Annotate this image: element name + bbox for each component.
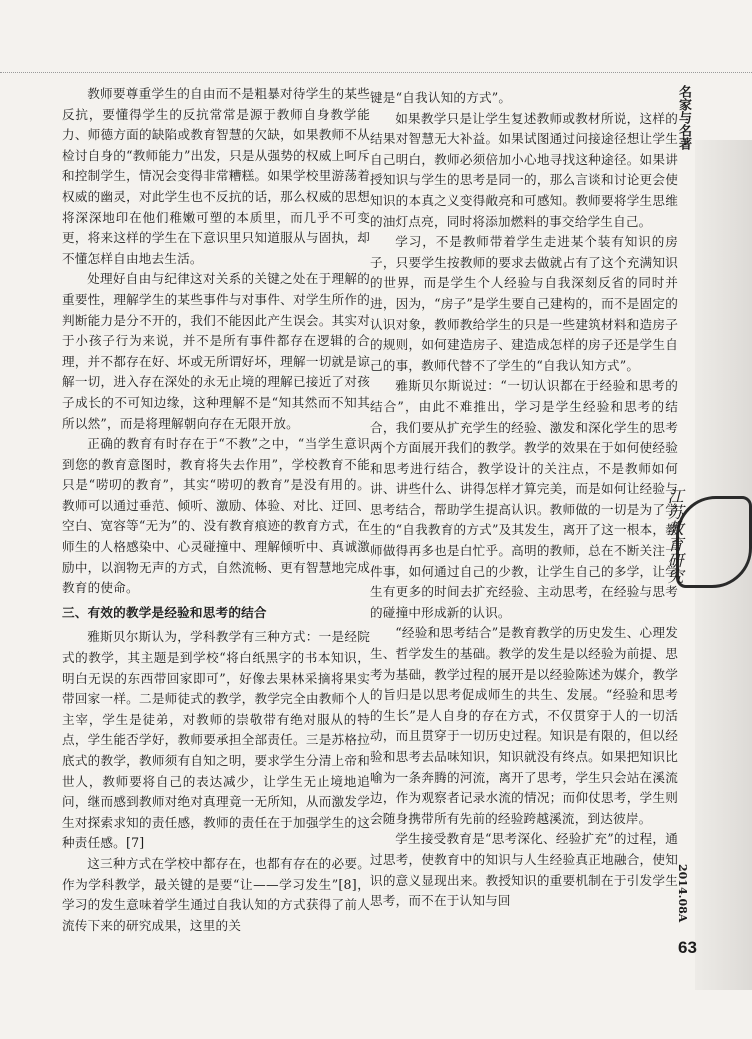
section-heading: 三、有效的教学是经验和思考的结合	[62, 604, 267, 620]
year-issue: 2014.08A	[676, 864, 689, 923]
page-number: 63	[678, 938, 697, 957]
paragraph: 雅斯贝尔斯说过：“一切认识都在于经验和思考的结合”，由此不难推出，学习是学生经验和思考的结合，我们要从扩充学生的经验、激发和深化学生的思考两个方面展开我们的教学。教学的效果在于如何使经验和思考进行结合，教学设计的关注点，不是教师如何讲、讲些什么、讲得怎样才算完美，而是如何让经验与思考结合，帮助学生提高认识。教师做的一切是为了学生的“自我教育的方式”及其发生，离开了这一根本，教师做得再多也是白忙乎。高明的教师，总在不断关注一件事，如何通过自己的少教，让学生自己的多学，让学生有更多的时间去扩充经验、主动思考，在经验与思考的碰撞中形成新的认识。	[370, 378, 678, 620]
paragraph: 学生接受教育是“思考深化、经验扩充”的过程，通过思考，使教育中的知识与人生经验真正地融合，使知识的意义显现出来。教授知识的重要机制在于引发学生思考，而不在于认知与回	[370, 831, 678, 909]
paragraph: 教师要尊重学生的自由而不是粗暴对待学生的某些反抗，要懂得学生的反抗常常是源于教师自身教学能力、师德方面的缺陷或教育智慧的欠缺，如果教师不从检讨自身的“教师能力”出发，只是从强势的权威上呵斥和控制学生，情况会变得非常糟糕。如果学校里游荡着权威的幽灵，对此学生也不反抗的话，那么权威的思想将深深地印在他们稚嫩可塑的本质里，而几乎不可变更，将来这样的学生在下意识里只知道服从与固执，却不懂怎样自由地去生活。	[62, 86, 370, 266]
paragraph: 学习，不是教师带着学生走进某个装有知识的房子，只要学生按教师的要求去做就占有了这个充满知识的世界，而是学生个人经验与自我深刻反省的同时并进，因为，“房子”是学生要自己建构的，而不是固定的认识对象，教师教给学生的只是一些建筑材料和造房子的规则，如何建造房子、建造成怎样的房子还是学生自己的事，教师代替不了学生的“自我认知方式”。	[370, 234, 678, 373]
paragraph: “经验和思考结合”是教育教学的历史发生、心理发生、哲学发生的基础。教学的发生是以经验为前提、思考为基础，教学过程的展开是以经验陈述为媒介，教学的旨归是以思考促成师生的共生、发展。“经验和思考的生长”是人自身的存在方式，不仅贯穿于人的一切活动，而且贯穿于一切历史过程。知识是有限的，但以经验和思考去品味知识，知识就没有终点。如果把知识比喻为一条奔腾的河流，离开了思考，学生只会站在溪流边，作为观察者记录水流的情况；而仰仗思考，学生则会随身携带所有先前的经验跨越溪流，到达彼岸。	[370, 625, 678, 826]
paragraph: 这三种方式在学校中都存在，也都有存在的必要。作为学科教学，最关键的是要“让——学习发生”[8]，学习的发生意味着学生通过自我认知的方式获得了前人流传下来的研究成果，这里的关	[62, 855, 370, 933]
paragraph: 雅斯贝尔斯认为，学科教学有三种方式：一是经院式的教学，其主题是到学校“将白纸黑字的书本知识，明白无误的东西带回家即可”，好像去果林采摘将果实带回家一样。二是师徒式的教学，教学完全由教师个人主宰，学生是徒弟，对教师的崇敬带有绝对服从的特点，学生能否学好，教师要承担全部责任。三是苏格拉底式的教学，教师须有自知之明，要求学生分清上帝和世人，教师要将自己的表达减少，让学生无止境地追问，继而感到教师对绝对真理竟一无所知，从而激发学生对探索求知的责任感，教师的责任在于加强学生的这种责任感。[7]	[62, 629, 370, 851]
header-rule	[0, 72, 752, 73]
section-label: 名家与名著	[676, 85, 691, 150]
paragraph: 处理好自由与纪律这对关系的关键之处在于理解的重要性，理解学生的某些事件与对事件、对学生所作的判断能力是分不开的，我们不能因此产生误会。其实对于小孩子行为来说，并不是所有事件都存在逻辑的合理，并不都存在好、坏或无所谓好坏，理解一切就是谅解一切，进入存在深处的永无止境的理解已接近了对孩子成长的不可知边缘，这种理解不是“知其然而不知其所以然”，而是将理解朝向存在无限开放。	[62, 271, 370, 431]
paragraph: 键是“自我认知的方式”。	[370, 90, 512, 105]
journal-name: 江苏教育研究	[665, 488, 684, 584]
paragraph: 正确的教育有时存在于“不教”之中，“当学生意识到您的教育意图时，教育将失去作用”，学校教育不能只是“唠叨的教育”，其实“唠叨的教育”是没有用的。教师可以通过垂范、倾听、激励、体验、对比、迂回、空白、宽容等“无为”的、没有教育痕迹的教育方式，在师生的人格感染中、心灵碰撞中、理解倾听中、真诚激励中，以润物无声的方式，自然流畅、更有智慧地完成教育的使命。	[62, 436, 370, 596]
sidebar	[665, 0, 752, 1039]
right-column	[370, 88, 678, 912]
left-column	[62, 84, 370, 936]
paragraph: 如果教学只是让学生复述教师或教材所说，这样的结果对智慧无大补益。如果试图通过问接途径想让学生自己明白，教师必须倍加小心地寻找这种途径。如果讲授知识与学生的思考是同一的，那么言谈和讨论更会使知识的本真之义变得敞亮和可感知。教师要将学生思维的油灯点亮，同时将添加燃料的事交给学生自己。	[370, 110, 678, 229]
journal-emblem	[676, 496, 752, 588]
